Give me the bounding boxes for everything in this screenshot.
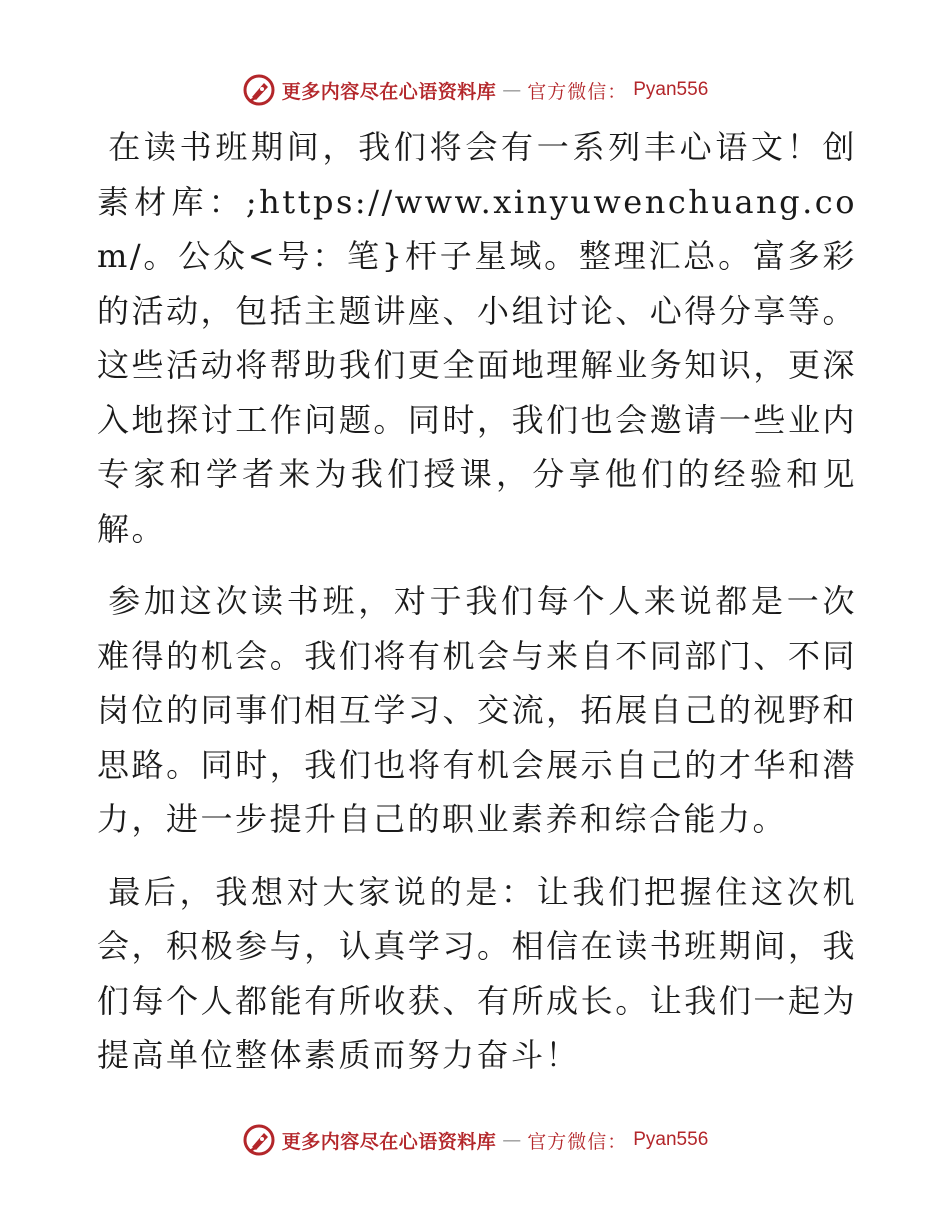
banner-wechat-id: Pyan556 (633, 1129, 709, 1150)
banner-brand-text: 更多内容尽在心语资料库 (281, 80, 497, 103)
banner-dash: — (502, 1129, 522, 1151)
banner-wechat-label: 官方微信： (527, 1130, 628, 1153)
banner-brand-text: 更多内容尽在心语资料库 (281, 1130, 497, 1153)
banner-wechat-id: Pyan556 (633, 79, 709, 100)
paragraph-3: 最后，我想对大家说的是：让我们把握住这次机会，积极参与，认真学习。相信在读书班期间，我们每个人都能有所收获、有所成长。让我们一起为提高单位整体素质而努力奋斗！ (97, 872, 857, 1074)
paragraph-2: 参加这次读书班，对于我们每个人来说都是一次难得的机会。我们将有机会与来自不同部门、不同岗位的同事们相互学习、交流，拓展自己的视野和思路。同时，我们也将有机会展示自己的才华和潜力，进一步提升自己的职业素养和综合能力。 (97, 582, 857, 838)
header-banner (0, 70, 950, 110)
paragraph-1: 在读书班期间，我们将会有一系列丰心语文！创素材库：;https://www.xinyuwenchuang.com/。公众<号：笔}杆子星域。整理汇总。富多彩的活动，包括主题讲座、小组讨论、心得分享等。这些活动将帮助我们更全面地理解业务知识，更深入地探讨工作问题。同时，我们也会邀请一些业内专家和学者来为我们授课，分享他们的经验和见解。 (97, 128, 857, 548)
pen-nib-logo-icon (242, 73, 276, 107)
pen-nib-logo-icon (242, 1123, 276, 1157)
banner-dash: — (502, 79, 522, 101)
document-body (97, 120, 857, 1101)
banner-wechat-label: 官方微信： (527, 80, 628, 103)
footer-banner (0, 1120, 950, 1160)
